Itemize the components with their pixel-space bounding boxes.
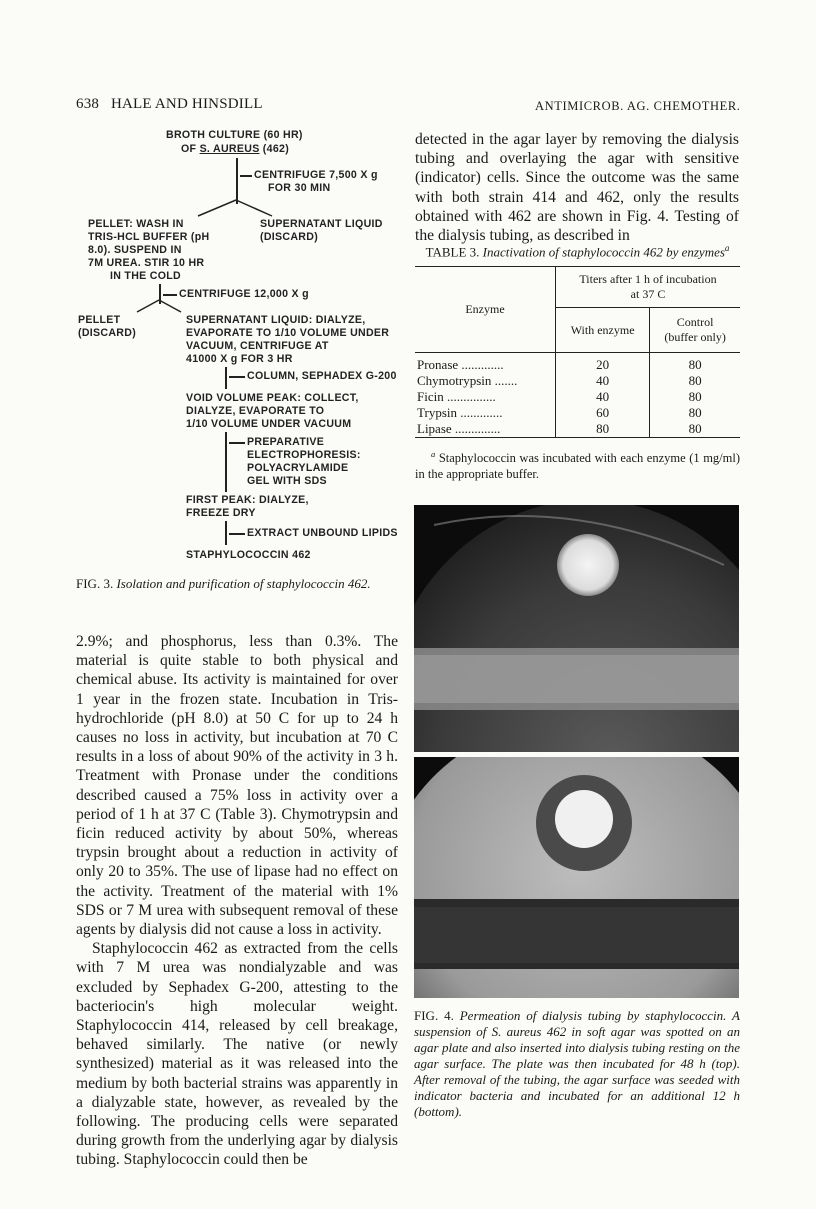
table3-row <box>415 405 740 421</box>
fig4-label: FIG. 4. <box>414 1008 454 1023</box>
fig3-label: FIG. 3. <box>76 576 114 591</box>
table3-cell-with: 80 <box>556 421 650 438</box>
table3-cell-enzyme: Trypsin ............. <box>415 405 556 421</box>
flow-step3: COLUMN, SEPHADEX G-200 <box>247 370 397 382</box>
flow-supernatant1-line2: (DISCARD) <box>260 231 319 243</box>
flow-start-line2: OF S. AUREUS (462) <box>181 143 290 155</box>
flow-void-line1: VOID VOLUME PEAK: COLLECT, <box>186 392 359 404</box>
fig4-photo-bottom <box>414 757 739 998</box>
table3-row <box>415 353 740 374</box>
table3-grid <box>415 266 740 438</box>
left-paragraph-1: 2.9%; and phosphorus, less than 0.3%. The material is quite stable to both physical and chemical abuse. Its activity is maintained for over 1 year in the frozen state. Incubation in Tris-hydrochloride (pH 8.0) at 50 C for up to 24 h causes no loss in activity, but incubation at 70 C results in a loss of about 90% of the activity in 3 h. Treatment with Pronase under the conditions described caused a 75% loss in activity over a period of 1 h at 37 C (Table 3). Chymotrypsin and ficin reduced activity by about 50%, whereas trypsin brought about a reduction in activity of only 20 to 35%. The use of lipase had no effect on the activity. Treatment of the material with 1% SDS or 7 M urea with subsequent removal of these agents by dialysis did not cause a loss in activity. <box>76 633 398 939</box>
table3-cell-with: 40 <box>556 389 650 405</box>
right-column-body <box>415 130 739 245</box>
table3-row <box>415 421 740 438</box>
flow-supernatant2-line3: VACUUM, CENTRIFUGE AT <box>186 340 329 352</box>
flow-void-line3: 1/10 VOLUME UNDER VACUUM <box>186 418 352 430</box>
fig3-caption <box>76 576 396 592</box>
flow-step1-line2: FOR 30 MIN <box>268 182 331 194</box>
fig4-caption-text: Permeation of dialysis tubing by staphylococcin. A suspension of S. aureus 462 in soft agar was spotted on an agar plate and also inserted into dialysis tubing resting on the agar surface. The plate was then incubated for 48 h (top). After removal of the tubing, the agar surface was seeded with indicator bacteria and incubated for an additional 12 h (bottom). <box>414 1008 740 1119</box>
journal-title: ANTIMICROB. AG. CHEMOTHER. <box>535 99 741 113</box>
table3-cell-control: 80 <box>688 389 702 405</box>
flow-arrow-step4 <box>229 442 245 444</box>
flow-split-1 <box>180 198 290 220</box>
flow-pellet2-line1: PELLET <box>78 314 121 326</box>
flow-step4-line3: POLYACRYLAMIDE <box>247 462 349 474</box>
flow-pellet1-line4: 7M UREA. STIR 10 HR <box>88 257 205 269</box>
flow-arrow-main-3 <box>225 367 227 389</box>
flow-arrow-step1 <box>240 175 252 177</box>
flow-arrow-step5 <box>229 533 245 535</box>
flow-arrow-main-4 <box>225 432 227 492</box>
table3-title: TABLE 3. Inactivation of staphylococcin 462 by enzymes$^a$ <box>425 243 730 260</box>
organism-name: S. AUREUS <box>199 143 260 155</box>
flow-first-peak-line1: FIRST PEAK: DIALYZE, <box>186 494 309 506</box>
table3-cell-enzyme: Lipase .............. <box>415 421 556 438</box>
flow-pellet1-line3: 8.0). SUSPEND IN <box>88 244 182 256</box>
flow-void-line2: DIALYZE, EVAPORATE TO <box>186 405 325 417</box>
flow-step4-line2: ELECTROPHORESIS: <box>247 449 361 461</box>
table3-cell-with: 40 <box>556 373 650 389</box>
flow-split-2 <box>125 298 195 316</box>
flow-step5: EXTRACT UNBOUND LIPIDS <box>247 527 398 539</box>
table3-cell-control: 80 <box>688 405 702 421</box>
table3-cell-enzyme: Chymotrypsin ....... <box>415 373 556 389</box>
flow-arrow-main-5 <box>225 521 227 545</box>
table3-cell-enzyme: Ficin ............... <box>415 389 556 405</box>
flow-step2: CENTRIFUGE 12,000 X g <box>179 288 309 300</box>
flow-step1-line1: CENTRIFUGE 7,500 X g <box>254 169 378 181</box>
flow-pellet1-line2: TRIS-HCL BUFFER (pH <box>88 231 210 243</box>
flow-pellet1-line5: IN THE COLD <box>110 270 181 282</box>
page-number: 638 <box>76 96 100 112</box>
flow-supernatant1-line1: SUPERNATANT LIQUID <box>260 218 383 230</box>
fig3-caption-text: Isolation and purification of staphylococcin 462. <box>116 576 371 591</box>
table3-cell-control: 80 <box>688 357 702 373</box>
left-column-body <box>76 632 398 1170</box>
table3-col-control: Control (buffer only) <box>664 315 726 345</box>
table3-row <box>415 389 740 405</box>
table3 <box>415 240 740 482</box>
flow-pellet2-line2: (DISCARD) <box>78 327 137 339</box>
table3-cell-with: 20 <box>556 353 650 374</box>
flow-supernatant2-line1: SUPERNATANT LIQUID: DIALYZE, <box>186 314 366 326</box>
flow-step4-line4: GEL WITH SDS <box>247 475 327 487</box>
flow-step4-line1: PREPARATIVE <box>247 436 325 448</box>
flow-supernatant2-line2: EVAPORATE TO 1/10 VOLUME UNDER <box>186 327 390 339</box>
table3-cell-with: 60 <box>556 405 650 421</box>
table3-row <box>415 373 740 389</box>
table3-cell-control: 80 <box>688 373 702 389</box>
table3-col-enzyme: Enzyme <box>415 267 556 353</box>
flow-start-line1: BROTH CULTURE (60 HR) <box>166 129 303 141</box>
flow-first-peak-line2: FREEZE DRY <box>186 507 256 519</box>
table3-cell-enzyme: Pronase ............. <box>415 353 556 374</box>
flow-final: STAPHYLOCOCCIN 462 <box>186 549 311 561</box>
flow-arrow-step2 <box>163 294 177 296</box>
left-paragraph-2: Staphylococcin 462 as extracted from the cells with 7 M urea was nondialyzable and was excluded by Sephadex G-200, attesting to the bacteriocin's high molecular weight. Staphylococcin 414, released by cell breakage, behaved similarly. The native (or newly synthesized) material as it was released into the medium by both bacterial strains was apparently in a dialyzable state, however, as revealed by the following. The producing cells were separated during growth from the underlying agar by dialysis tubing. Staphylococcin could then be <box>76 940 398 1169</box>
authors: HALE AND HINSDILL <box>110 96 263 112</box>
flow-arrow-step3 <box>229 376 245 378</box>
fig4-photo-top <box>414 505 739 752</box>
table3-col-group: Titers after 1 h of incubation at 37 C <box>556 267 741 308</box>
right-paragraph-1: detected in the agar layer by removing the dialysis tubing and overlaying the agar with sensitive (indicator) cells. Since the outcome was the same with both strain 414 and 462, only the results obtained with 462 are shown in Fig. 4. Testing of the dialysis tubing, as described in <box>415 131 739 245</box>
table3-cell-control: 80 <box>688 421 702 437</box>
table3-footnote: $^a$ Staphylococcin was incubated with each enzyme (1 mg/ml) in the appropriate buffer. <box>415 449 741 482</box>
running-header-left <box>76 96 263 113</box>
table3-col-with: With enzyme <box>556 308 650 353</box>
flow-pellet1-line1: PELLET: WASH IN <box>88 218 184 230</box>
fig4-caption <box>414 1008 740 1120</box>
flow-supernatant2-line4: 41000 X g FOR 3 HR <box>186 353 293 365</box>
